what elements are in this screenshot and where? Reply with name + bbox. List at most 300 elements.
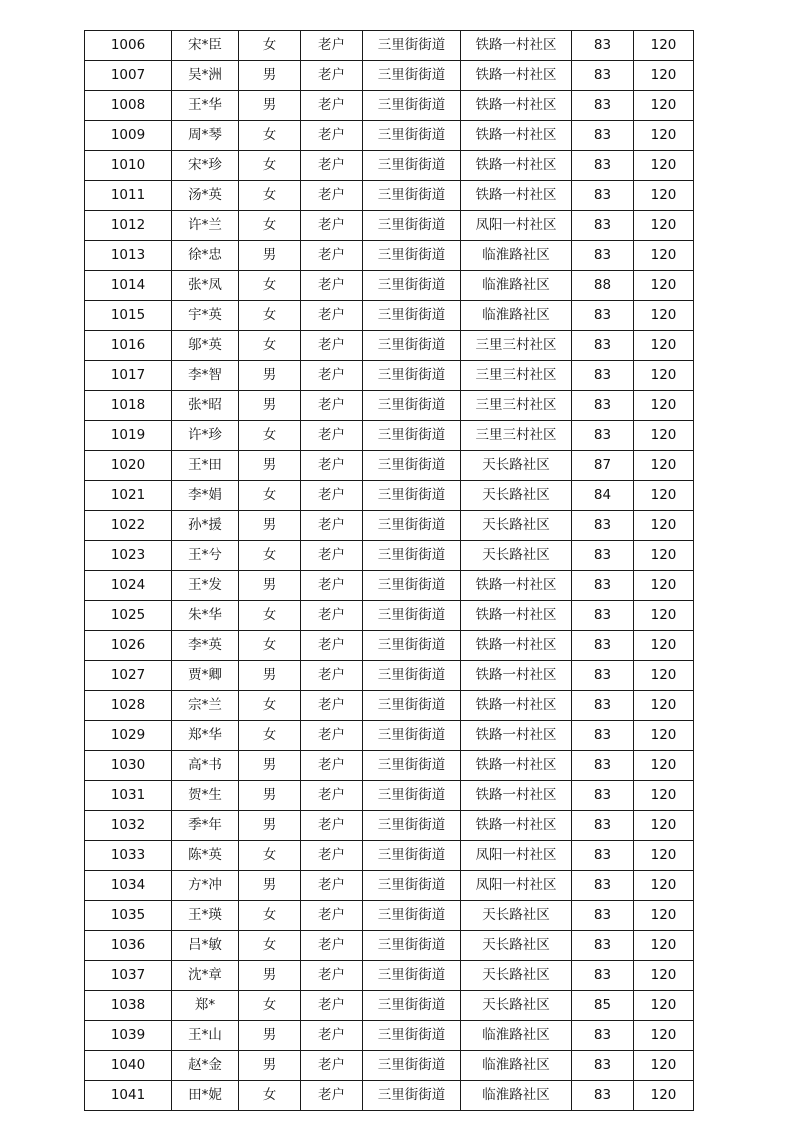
community-cell: 铁路一村社区 — [461, 571, 572, 601]
row-number-cell: 1020 — [85, 451, 172, 481]
amount-cell: 120 — [634, 631, 694, 661]
household-type-cell: 老户 — [301, 1051, 363, 1081]
row-number-cell: 1032 — [85, 811, 172, 841]
community-cell: 临淮路社区 — [461, 1021, 572, 1051]
street-cell: 三里街街道 — [363, 451, 461, 481]
gender-cell: 女 — [239, 991, 301, 1021]
street-cell: 三里街街道 — [363, 781, 461, 811]
table-row — [85, 211, 694, 241]
amount-cell: 120 — [634, 151, 694, 181]
street-cell: 三里街街道 — [363, 121, 461, 151]
household-type-cell: 老户 — [301, 391, 363, 421]
gender-cell: 男 — [239, 241, 301, 271]
household-type-cell: 老户 — [301, 751, 363, 781]
table-body — [85, 31, 694, 1111]
gender-cell: 女 — [239, 721, 301, 751]
gender-cell: 男 — [239, 961, 301, 991]
age-cell: 83 — [572, 301, 634, 331]
amount-cell: 120 — [634, 1021, 694, 1051]
community-cell: 天长路社区 — [461, 901, 572, 931]
gender-cell: 男 — [239, 511, 301, 541]
row-number-cell: 1006 — [85, 31, 172, 61]
household-type-cell: 老户 — [301, 901, 363, 931]
table-row — [85, 481, 694, 511]
age-cell: 88 — [572, 271, 634, 301]
age-cell: 83 — [572, 541, 634, 571]
name-cell: 李*智 — [172, 361, 239, 391]
street-cell: 三里街街道 — [363, 751, 461, 781]
amount-cell: 120 — [634, 181, 694, 211]
age-cell: 83 — [572, 1081, 634, 1111]
household-type-cell: 老户 — [301, 961, 363, 991]
household-type-cell: 老户 — [301, 811, 363, 841]
row-number-cell: 1019 — [85, 421, 172, 451]
amount-cell: 120 — [634, 751, 694, 781]
name-cell: 张*昭 — [172, 391, 239, 421]
name-cell: 王*华 — [172, 91, 239, 121]
gender-cell: 男 — [239, 811, 301, 841]
name-cell: 邬*英 — [172, 331, 239, 361]
age-cell: 83 — [572, 691, 634, 721]
table-row — [85, 1021, 694, 1051]
amount-cell: 120 — [634, 211, 694, 241]
row-number-cell: 1014 — [85, 271, 172, 301]
name-cell: 宋*臣 — [172, 31, 239, 61]
household-type-cell: 老户 — [301, 841, 363, 871]
row-number-cell: 1036 — [85, 931, 172, 961]
community-cell: 凤阳一村社区 — [461, 841, 572, 871]
row-number-cell: 1015 — [85, 301, 172, 331]
street-cell: 三里街街道 — [363, 91, 461, 121]
household-type-cell: 老户 — [301, 271, 363, 301]
age-cell: 83 — [572, 31, 634, 61]
row-number-cell: 1030 — [85, 751, 172, 781]
community-cell: 临淮路社区 — [461, 301, 572, 331]
amount-cell: 120 — [634, 601, 694, 631]
household-type-cell: 老户 — [301, 511, 363, 541]
street-cell: 三里街街道 — [363, 961, 461, 991]
row-number-cell: 1029 — [85, 721, 172, 751]
household-type-cell: 老户 — [301, 151, 363, 181]
gender-cell: 男 — [239, 1051, 301, 1081]
street-cell: 三里街街道 — [363, 721, 461, 751]
age-cell: 83 — [572, 811, 634, 841]
name-cell: 汤*英 — [172, 181, 239, 211]
community-cell: 临淮路社区 — [461, 241, 572, 271]
gender-cell: 女 — [239, 181, 301, 211]
roster-table-container — [84, 30, 694, 1111]
household-type-cell: 老户 — [301, 301, 363, 331]
street-cell: 三里街街道 — [363, 691, 461, 721]
age-cell: 85 — [572, 991, 634, 1021]
amount-cell: 120 — [634, 61, 694, 91]
street-cell: 三里街街道 — [363, 1051, 461, 1081]
street-cell: 三里街街道 — [363, 601, 461, 631]
age-cell: 83 — [572, 421, 634, 451]
street-cell: 三里街街道 — [363, 811, 461, 841]
name-cell: 李*娟 — [172, 481, 239, 511]
name-cell: 高*书 — [172, 751, 239, 781]
street-cell: 三里街街道 — [363, 361, 461, 391]
gender-cell: 女 — [239, 601, 301, 631]
community-cell: 凤阳一村社区 — [461, 871, 572, 901]
amount-cell: 120 — [634, 901, 694, 931]
table-row — [85, 961, 694, 991]
row-number-cell: 1013 — [85, 241, 172, 271]
household-type-cell: 老户 — [301, 451, 363, 481]
row-number-cell: 1040 — [85, 1051, 172, 1081]
name-cell: 王*发 — [172, 571, 239, 601]
age-cell: 83 — [572, 931, 634, 961]
name-cell: 张*凤 — [172, 271, 239, 301]
age-cell: 83 — [572, 121, 634, 151]
name-cell: 贺*生 — [172, 781, 239, 811]
household-type-cell: 老户 — [301, 31, 363, 61]
street-cell: 三里街街道 — [363, 871, 461, 901]
household-type-cell: 老户 — [301, 361, 363, 391]
gender-cell: 女 — [239, 211, 301, 241]
age-cell: 83 — [572, 781, 634, 811]
amount-cell: 120 — [634, 661, 694, 691]
street-cell: 三里街街道 — [363, 511, 461, 541]
household-type-cell: 老户 — [301, 91, 363, 121]
gender-cell: 女 — [239, 691, 301, 721]
amount-cell: 120 — [634, 121, 694, 151]
row-number-cell: 1016 — [85, 331, 172, 361]
street-cell: 三里街街道 — [363, 151, 461, 181]
community-cell: 铁路一村社区 — [461, 121, 572, 151]
name-cell: 沈*章 — [172, 961, 239, 991]
street-cell: 三里街街道 — [363, 931, 461, 961]
community-cell: 三里三村社区 — [461, 421, 572, 451]
name-cell: 季*年 — [172, 811, 239, 841]
table-row — [85, 361, 694, 391]
household-type-cell: 老户 — [301, 601, 363, 631]
name-cell: 宇*英 — [172, 301, 239, 331]
row-number-cell: 1008 — [85, 91, 172, 121]
row-number-cell: 1023 — [85, 541, 172, 571]
amount-cell: 120 — [634, 511, 694, 541]
street-cell: 三里街街道 — [363, 901, 461, 931]
community-cell: 铁路一村社区 — [461, 181, 572, 211]
name-cell: 陈*英 — [172, 841, 239, 871]
street-cell: 三里街街道 — [363, 331, 461, 361]
community-cell: 凤阳一村社区 — [461, 211, 572, 241]
table-row — [85, 91, 694, 121]
row-number-cell: 1038 — [85, 991, 172, 1021]
table-row — [85, 541, 694, 571]
age-cell: 83 — [572, 91, 634, 121]
gender-cell: 男 — [239, 781, 301, 811]
name-cell: 贾*卿 — [172, 661, 239, 691]
gender-cell: 女 — [239, 1081, 301, 1111]
row-number-cell: 1018 — [85, 391, 172, 421]
name-cell: 朱*华 — [172, 601, 239, 631]
gender-cell: 女 — [239, 631, 301, 661]
gender-cell: 男 — [239, 751, 301, 781]
gender-cell: 女 — [239, 421, 301, 451]
age-cell: 83 — [572, 211, 634, 241]
age-cell: 83 — [572, 601, 634, 631]
row-number-cell: 1022 — [85, 511, 172, 541]
amount-cell: 120 — [634, 1081, 694, 1111]
table-row — [85, 841, 694, 871]
community-cell: 铁路一村社区 — [461, 61, 572, 91]
household-type-cell: 老户 — [301, 61, 363, 91]
row-number-cell: 1009 — [85, 121, 172, 151]
name-cell: 王*山 — [172, 1021, 239, 1051]
amount-cell: 120 — [634, 241, 694, 271]
amount-cell: 120 — [634, 481, 694, 511]
community-cell: 三里三村社区 — [461, 331, 572, 361]
community-cell: 天长路社区 — [461, 481, 572, 511]
community-cell: 天长路社区 — [461, 451, 572, 481]
table-row — [85, 781, 694, 811]
amount-cell: 120 — [634, 721, 694, 751]
household-type-cell: 老户 — [301, 421, 363, 451]
table-row — [85, 1051, 694, 1081]
gender-cell: 男 — [239, 871, 301, 901]
community-cell: 铁路一村社区 — [461, 811, 572, 841]
amount-cell: 120 — [634, 871, 694, 901]
street-cell: 三里街街道 — [363, 991, 461, 1021]
name-cell: 宗*兰 — [172, 691, 239, 721]
street-cell: 三里街街道 — [363, 1021, 461, 1051]
gender-cell: 男 — [239, 1021, 301, 1051]
roster-table — [84, 30, 694, 1111]
street-cell: 三里街街道 — [363, 421, 461, 451]
street-cell: 三里街街道 — [363, 631, 461, 661]
community-cell: 天长路社区 — [461, 511, 572, 541]
gender-cell: 女 — [239, 931, 301, 961]
table-row — [85, 691, 694, 721]
name-cell: 许*珍 — [172, 421, 239, 451]
table-row — [85, 421, 694, 451]
household-type-cell: 老户 — [301, 571, 363, 601]
community-cell: 临淮路社区 — [461, 1081, 572, 1111]
amount-cell: 120 — [634, 91, 694, 121]
table-row — [85, 331, 694, 361]
household-type-cell: 老户 — [301, 1021, 363, 1051]
household-type-cell: 老户 — [301, 661, 363, 691]
table-row — [85, 721, 694, 751]
name-cell: 郑*华 — [172, 721, 239, 751]
age-cell: 83 — [572, 1021, 634, 1051]
gender-cell: 女 — [239, 901, 301, 931]
age-cell: 83 — [572, 961, 634, 991]
name-cell: 许*兰 — [172, 211, 239, 241]
gender-cell: 女 — [239, 541, 301, 571]
table-row — [85, 571, 694, 601]
street-cell: 三里街街道 — [363, 661, 461, 691]
age-cell: 83 — [572, 571, 634, 601]
name-cell: 田*妮 — [172, 1081, 239, 1111]
name-cell: 郑* — [172, 991, 239, 1021]
age-cell: 83 — [572, 361, 634, 391]
row-number-cell: 1026 — [85, 631, 172, 661]
household-type-cell: 老户 — [301, 781, 363, 811]
household-type-cell: 老户 — [301, 871, 363, 901]
age-cell: 83 — [572, 331, 634, 361]
row-number-cell: 1031 — [85, 781, 172, 811]
amount-cell: 120 — [634, 691, 694, 721]
row-number-cell: 1024 — [85, 571, 172, 601]
row-number-cell: 1007 — [85, 61, 172, 91]
household-type-cell: 老户 — [301, 1081, 363, 1111]
gender-cell: 女 — [239, 481, 301, 511]
community-cell: 铁路一村社区 — [461, 721, 572, 751]
gender-cell: 男 — [239, 451, 301, 481]
row-number-cell: 1039 — [85, 1021, 172, 1051]
community-cell: 铁路一村社区 — [461, 691, 572, 721]
table-row — [85, 271, 694, 301]
table-row — [85, 511, 694, 541]
table-row — [85, 601, 694, 631]
amount-cell: 120 — [634, 421, 694, 451]
gender-cell: 女 — [239, 121, 301, 151]
community-cell: 铁路一村社区 — [461, 751, 572, 781]
table-row — [85, 451, 694, 481]
gender-cell: 女 — [239, 331, 301, 361]
community-cell: 三里三村社区 — [461, 391, 572, 421]
age-cell: 83 — [572, 241, 634, 271]
age-cell: 84 — [572, 481, 634, 511]
community-cell: 天长路社区 — [461, 931, 572, 961]
row-number-cell: 1025 — [85, 601, 172, 631]
name-cell: 吕*敏 — [172, 931, 239, 961]
row-number-cell: 1012 — [85, 211, 172, 241]
gender-cell: 女 — [239, 301, 301, 331]
household-type-cell: 老户 — [301, 121, 363, 151]
household-type-cell: 老户 — [301, 331, 363, 361]
street-cell: 三里街街道 — [363, 1081, 461, 1111]
age-cell: 83 — [572, 871, 634, 901]
street-cell: 三里街街道 — [363, 391, 461, 421]
community-cell: 铁路一村社区 — [461, 781, 572, 811]
name-cell: 徐*忠 — [172, 241, 239, 271]
name-cell: 赵*金 — [172, 1051, 239, 1081]
age-cell: 83 — [572, 841, 634, 871]
table-row — [85, 301, 694, 331]
age-cell: 83 — [572, 721, 634, 751]
amount-cell: 120 — [634, 391, 694, 421]
community-cell: 三里三村社区 — [461, 361, 572, 391]
street-cell: 三里街街道 — [363, 271, 461, 301]
row-number-cell: 1021 — [85, 481, 172, 511]
gender-cell: 女 — [239, 271, 301, 301]
street-cell: 三里街街道 — [363, 541, 461, 571]
amount-cell: 120 — [634, 361, 694, 391]
age-cell: 83 — [572, 61, 634, 91]
row-number-cell: 1027 — [85, 661, 172, 691]
street-cell: 三里街街道 — [363, 481, 461, 511]
street-cell: 三里街街道 — [363, 241, 461, 271]
gender-cell: 女 — [239, 841, 301, 871]
age-cell: 83 — [572, 151, 634, 181]
table-row — [85, 901, 694, 931]
amount-cell: 120 — [634, 781, 694, 811]
table-row — [85, 661, 694, 691]
community-cell: 天长路社区 — [461, 541, 572, 571]
table-row — [85, 811, 694, 841]
table-row — [85, 391, 694, 421]
household-type-cell: 老户 — [301, 481, 363, 511]
amount-cell: 120 — [634, 541, 694, 571]
gender-cell: 男 — [239, 61, 301, 91]
amount-cell: 120 — [634, 841, 694, 871]
household-type-cell: 老户 — [301, 211, 363, 241]
household-type-cell: 老户 — [301, 931, 363, 961]
age-cell: 83 — [572, 391, 634, 421]
amount-cell: 120 — [634, 1051, 694, 1081]
community-cell: 铁路一村社区 — [461, 91, 572, 121]
gender-cell: 女 — [239, 31, 301, 61]
gender-cell: 男 — [239, 391, 301, 421]
row-number-cell: 1011 — [85, 181, 172, 211]
table-row — [85, 241, 694, 271]
name-cell: 孙*援 — [172, 511, 239, 541]
table-row — [85, 991, 694, 1021]
row-number-cell: 1028 — [85, 691, 172, 721]
street-cell: 三里街街道 — [363, 301, 461, 331]
row-number-cell: 1034 — [85, 871, 172, 901]
community-cell: 铁路一村社区 — [461, 601, 572, 631]
age-cell: 83 — [572, 901, 634, 931]
household-type-cell: 老户 — [301, 991, 363, 1021]
row-number-cell: 1035 — [85, 901, 172, 931]
street-cell: 三里街街道 — [363, 31, 461, 61]
amount-cell: 120 — [634, 271, 694, 301]
community-cell: 天长路社区 — [461, 961, 572, 991]
household-type-cell: 老户 — [301, 721, 363, 751]
age-cell: 83 — [572, 751, 634, 781]
name-cell: 吴*洲 — [172, 61, 239, 91]
age-cell: 87 — [572, 451, 634, 481]
row-number-cell: 1041 — [85, 1081, 172, 1111]
table-row — [85, 631, 694, 661]
street-cell: 三里街街道 — [363, 841, 461, 871]
name-cell: 王*田 — [172, 451, 239, 481]
name-cell: 李*英 — [172, 631, 239, 661]
row-number-cell: 1037 — [85, 961, 172, 991]
name-cell: 周*琴 — [172, 121, 239, 151]
community-cell: 铁路一村社区 — [461, 151, 572, 181]
amount-cell: 120 — [634, 811, 694, 841]
household-type-cell: 老户 — [301, 241, 363, 271]
street-cell: 三里街街道 — [363, 181, 461, 211]
table-row — [85, 151, 694, 181]
amount-cell: 120 — [634, 451, 694, 481]
table-row — [85, 1081, 694, 1111]
table-row — [85, 751, 694, 781]
row-number-cell: 1010 — [85, 151, 172, 181]
household-type-cell: 老户 — [301, 691, 363, 721]
amount-cell: 120 — [634, 301, 694, 331]
row-number-cell: 1017 — [85, 361, 172, 391]
amount-cell: 120 — [634, 331, 694, 361]
street-cell: 三里街街道 — [363, 211, 461, 241]
age-cell: 83 — [572, 181, 634, 211]
table-row — [85, 931, 694, 961]
table-row — [85, 121, 694, 151]
name-cell: 王*瑛 — [172, 901, 239, 931]
gender-cell: 男 — [239, 361, 301, 391]
community-cell: 铁路一村社区 — [461, 631, 572, 661]
age-cell: 83 — [572, 1051, 634, 1081]
age-cell: 83 — [572, 631, 634, 661]
community-cell: 天长路社区 — [461, 991, 572, 1021]
street-cell: 三里街街道 — [363, 571, 461, 601]
